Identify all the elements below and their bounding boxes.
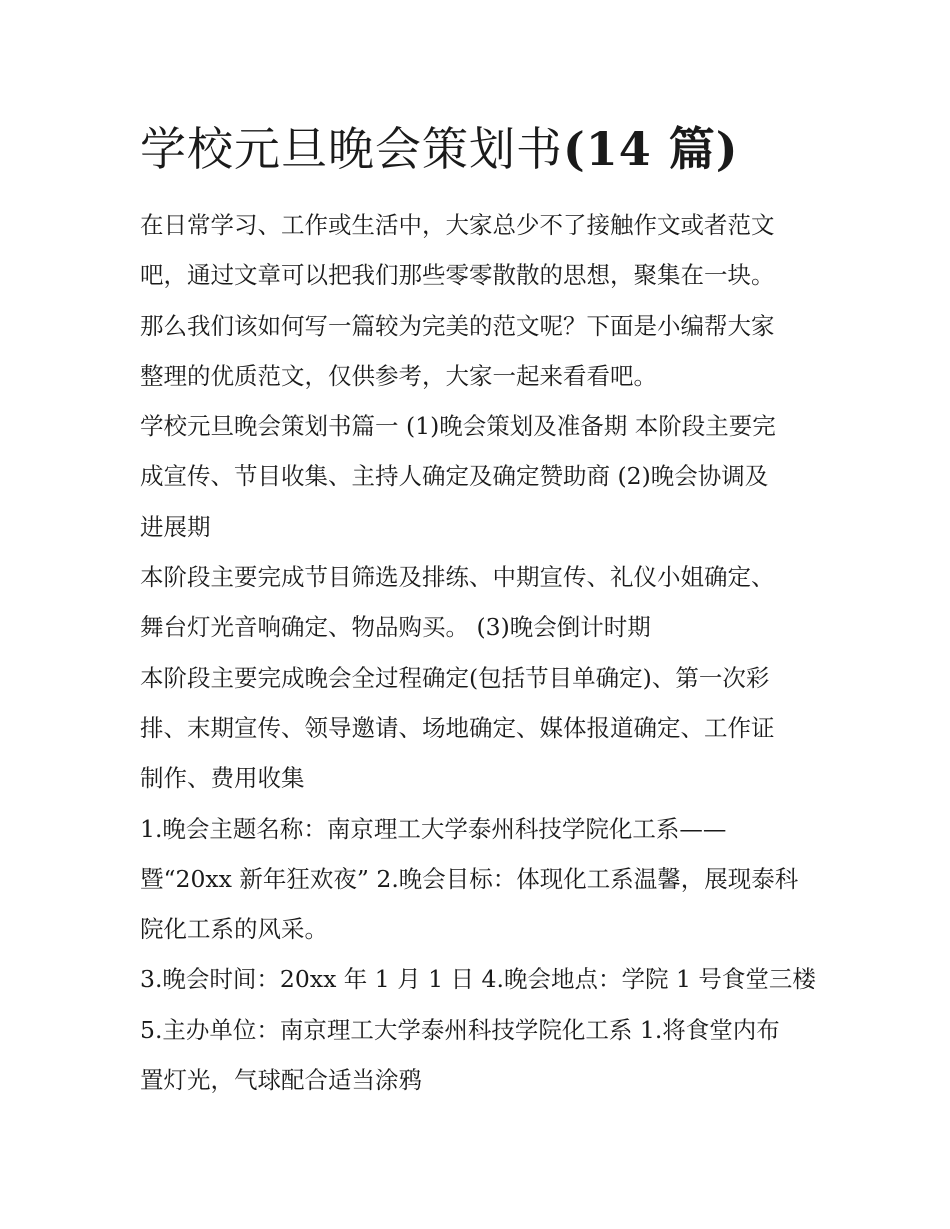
text-line: 那么我们该如何写一篇较为完美的范文呢？下面是小编帮大家: [140, 311, 775, 340]
paragraph-phase-2: [140, 552, 820, 653]
text-line: 吧，通过文章可以把我们那些零零散散的思想，聚集在一块。: [140, 261, 775, 290]
paragraph-theme: [140, 804, 820, 955]
text-line: 置灯光，气球配合适当涂鸦: [140, 1066, 422, 1095]
paragraph-intro: [140, 200, 820, 401]
text-line: 暨“20xx 新年狂欢夜” 2.晚会目标：体现化工系温馨，展现泰科: [140, 864, 799, 893]
text-line: 学校元旦晚会策划书篇一 (1)晚会策划及准备期 本阶段主要完: [140, 412, 776, 441]
text-line: 进展期: [140, 512, 211, 541]
text-line: 1.晚会主题名称：南京理工大学泰州科技学院化工系——: [140, 814, 727, 843]
text-line: 排、末期宣传、领导邀请、场地确定、媒体报道确定、工作证: [140, 713, 775, 742]
text-line: 制作、费用收集: [140, 764, 305, 793]
text-line: 本阶段主要完成晚会全过程确定(包括节目单确定)、第一次彩: [140, 663, 770, 692]
text-line: 整理的优质范文，仅供参考，大家一起来看看吧。: [140, 361, 657, 390]
document-title: [140, 118, 820, 180]
text-line: 5.主办单位：南京理工大学泰州科技学院化工系 1.将食堂内布: [140, 1015, 780, 1044]
paragraph-phase-3: [140, 653, 820, 804]
text-line: 舞台灯光音响确定、物品购买。 (3)晚会倒计时期: [140, 613, 651, 642]
document-page: [140, 118, 820, 1105]
text-line: 3.晚会时间：20xx 年 1 月 1 日 4.晚会地点：学院 1 号食堂三楼: [140, 965, 816, 994]
title-suffix: (14 篇): [563, 122, 739, 176]
paragraph-organizer: [140, 1005, 820, 1106]
title-main: 学校元旦晚会策划书: [140, 122, 563, 176]
text-line: 成宣传、节目收集、主持人确定及确定赞助商 (2)晚会协调及: [140, 462, 769, 491]
paragraph-phase-1: [140, 401, 820, 552]
text-line: 院化工系的风采。: [140, 915, 328, 944]
text-line: 在日常学习、工作或生活中，大家总少不了接触作文或者范文: [140, 211, 775, 239]
paragraph-time-location: [140, 954, 820, 1004]
text-line: 本阶段主要完成节目筛选及排练、中期宣传、礼仪小姐确定、: [140, 563, 775, 592]
